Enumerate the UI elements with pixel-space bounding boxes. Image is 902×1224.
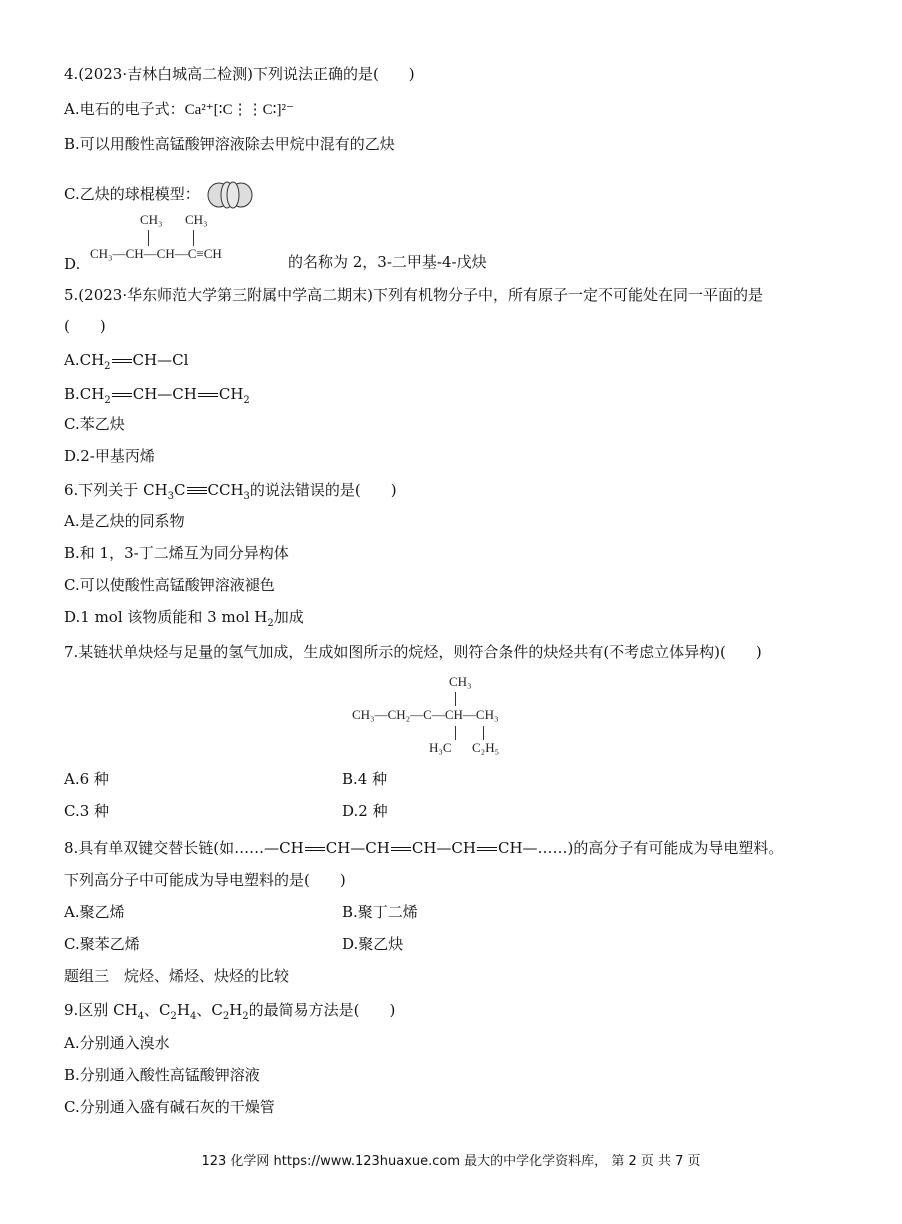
q9-ch: 9.区别 CH bbox=[64, 1001, 138, 1019]
q9-sub-2c: 2 bbox=[222, 1011, 230, 1022]
q6-option-b: B.和 1，3-丁二烯互为同分异构体 bbox=[64, 544, 289, 562]
q9-stem-post: 的最简易方法是( ) bbox=[248, 1001, 396, 1019]
q8-option-a: A.聚乙烯 bbox=[64, 903, 125, 921]
q6-d-sub: 2 bbox=[267, 618, 274, 629]
q6-d-post: 加成 bbox=[273, 608, 304, 626]
acetylene-ball-model-icon bbox=[205, 180, 255, 210]
q9-option-b: B.分别通入酸性高锰酸钾溶液 bbox=[64, 1066, 260, 1084]
q9-sub-2d: 2 bbox=[242, 1011, 249, 1022]
q5-a-sub: 2 bbox=[104, 361, 111, 372]
q5-option-a bbox=[64, 350, 188, 370]
q9-sub-4b: 4 bbox=[189, 1011, 197, 1022]
q7-top-methyl: CH₃ bbox=[449, 674, 472, 689]
q6-c: C bbox=[174, 481, 186, 499]
q4-d-methyl-2: CH₃ bbox=[185, 212, 208, 227]
q9-h1: H bbox=[176, 1001, 190, 1019]
q5-b-mid: CH—CH bbox=[132, 385, 197, 403]
q6-stem-post: 的说法错误的是( ) bbox=[249, 481, 397, 499]
q8-option-d: D.聚乙炔 bbox=[342, 935, 404, 953]
q6-stem-pre: 6.下列关于 CH bbox=[64, 481, 168, 499]
q6-option-d bbox=[64, 607, 304, 627]
q8-stem-post: CH—……)的高分子有可能成为导电塑料。 bbox=[497, 839, 784, 857]
q4-a-label: A.电石的电子式： bbox=[64, 100, 185, 118]
q5-b-sub: 2 bbox=[104, 395, 111, 406]
q6-cch: CCH bbox=[207, 481, 244, 499]
q5-b-ch: B.CH bbox=[64, 385, 105, 403]
q5-b-end: CH bbox=[218, 385, 244, 403]
q9-stem bbox=[64, 1000, 395, 1020]
q9-option-c: C.分别通入盛有碱石灰的干燥管 bbox=[64, 1098, 275, 1116]
q5-option-b bbox=[64, 384, 250, 404]
q5-b-sub2: 2 bbox=[243, 395, 250, 406]
q4-stem: 4.(2023·吉林白城高二检测)下列说法正确的是( ) bbox=[64, 65, 415, 83]
section-heading: 题组三 烷烃、烯烃、炔烃的比较 bbox=[64, 967, 290, 985]
q7-main-chain: CH₃—CH₂—C—CH—CH₃ bbox=[352, 707, 499, 722]
q8-option-c: C.聚苯乙烯 bbox=[64, 935, 140, 953]
double-bond-icon bbox=[391, 844, 411, 854]
q4-d-main-chain: CH₃—CH—CH—C≡CH bbox=[90, 246, 222, 261]
q6-sub1: 3 bbox=[167, 491, 175, 502]
q9-sep2: 、C bbox=[196, 1001, 223, 1019]
q6-stem bbox=[64, 480, 397, 500]
double-bond-icon bbox=[198, 390, 218, 400]
q4-option-c bbox=[64, 180, 255, 210]
q8-option-b: B.聚丁二烯 bbox=[342, 903, 418, 921]
q4-d-text: 的名称为 2，3-二甲基-4-戊炔 bbox=[288, 253, 487, 271]
q9-sep1: 、C bbox=[144, 1001, 171, 1019]
q7-option-c: C.3 种 bbox=[64, 802, 110, 820]
q6-option-c: C.可以使酸性高锰酸钾溶液褪色 bbox=[64, 576, 275, 594]
q5-stem-paren: ( ) bbox=[64, 317, 106, 335]
q5-a-rest: CH—Cl bbox=[132, 351, 189, 369]
q7-option-b: B.4 种 bbox=[342, 770, 388, 788]
q6-option-a: A.是乙炔的同系物 bbox=[64, 512, 185, 530]
double-bond-icon bbox=[112, 356, 132, 366]
calcium-carbide-formula: Ca²⁺[∶C⋮⋮C∶]²⁻ bbox=[184, 102, 294, 118]
q5-option-d: D.2-甲基丙烯 bbox=[64, 447, 155, 465]
q7-stem: 7.某链状单炔烃与足量的氢气加成，生成如图所示的烷烃，则符合条件的炔烃共有(不考虑立体异构)( ) bbox=[64, 643, 762, 661]
q7-alkane-structure bbox=[352, 674, 572, 764]
page-footer: 123 化学网 https://www.123huaxue.com 最大的中学化学资料库， 第 2 页 共 7 页 bbox=[201, 1154, 701, 1169]
q8-seg1: CH—CH bbox=[325, 839, 390, 857]
q4-d-structure bbox=[90, 212, 290, 272]
q4-d-label: D. bbox=[64, 255, 81, 273]
q7-bottom-methyl: H₃C bbox=[429, 740, 452, 755]
q9-h2: H bbox=[229, 1001, 243, 1019]
q8-stem-pre: 8.具有单双键交替长链(如……—CH bbox=[64, 839, 304, 857]
q9-sub-2a: 2 bbox=[170, 1011, 177, 1022]
q8-stem-2: 下列高分子中可能成为导电塑料的是( ) bbox=[64, 871, 346, 889]
q9-option-a: A.分别通入溴水 bbox=[64, 1034, 170, 1052]
q4-option-b: B.可以用酸性高锰酸钾溶液除去甲烷中混有的乙炔 bbox=[64, 135, 395, 153]
q5-stem: 5.(2023·华东师范大学第三附属中学高二期末)下列有机物分子中，所有原子一定不可能处在同一平面的是 bbox=[64, 286, 763, 304]
q4-d-methyl-1: CH₃ bbox=[140, 212, 163, 227]
q7-bottom-ethyl: C₂H₅ bbox=[472, 740, 500, 755]
q8-stem bbox=[64, 838, 783, 858]
q5-option-c: C.苯乙炔 bbox=[64, 415, 125, 433]
q6-sub2: 3 bbox=[243, 491, 250, 502]
triple-bond-icon bbox=[187, 486, 207, 496]
q7-option-d: D.2 种 bbox=[342, 802, 388, 820]
q5-a-ch: A.CH bbox=[64, 351, 105, 369]
q9-sub-4: 4 bbox=[137, 1011, 145, 1022]
q4-c-label: C.乙炔的球棍模型： bbox=[64, 185, 200, 203]
double-bond-icon bbox=[477, 844, 497, 854]
q6-d-pre: D.1 mol 该物质能和 3 mol H bbox=[64, 608, 268, 626]
double-bond-icon bbox=[112, 390, 132, 400]
q8-seg2: CH—CH bbox=[411, 839, 476, 857]
double-bond-icon bbox=[305, 844, 325, 854]
q7-option-a: A.6 种 bbox=[64, 770, 109, 788]
q4-option-a bbox=[64, 99, 294, 120]
